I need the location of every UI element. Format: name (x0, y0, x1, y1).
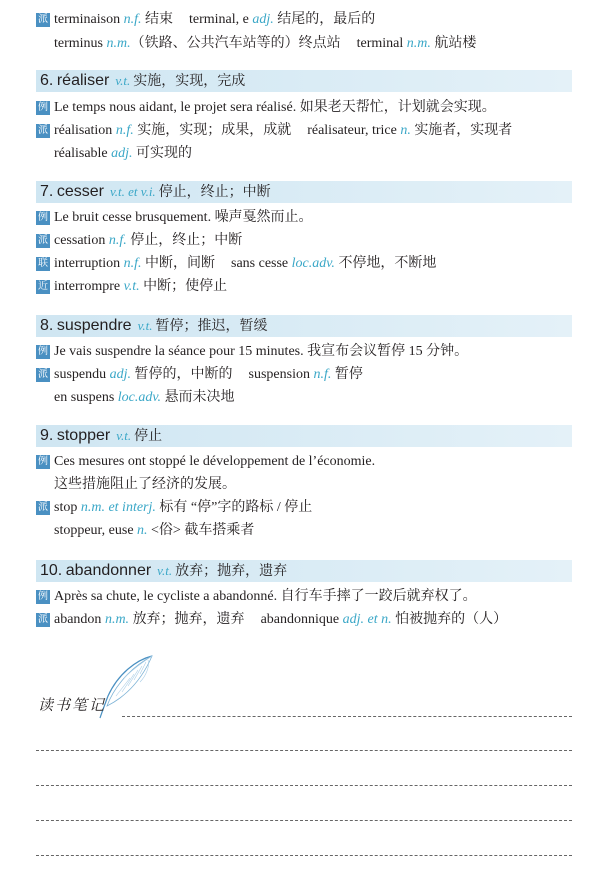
part-of-speech: adj. (109, 367, 132, 382)
definition: 悬而未决地 (164, 390, 235, 405)
derivative-line (54, 144, 192, 164)
definition: 放弃；抛弃，遗弃 (175, 564, 288, 579)
definition: 中断；使停止 (143, 279, 228, 294)
definition: 实施，实现；成果，成就 (137, 123, 292, 138)
entry-number: 6. (40, 72, 54, 89)
entry-number: 10. (40, 562, 63, 579)
reading-notes-title: 读书笔记 (38, 696, 107, 714)
note-line (122, 716, 572, 717)
part-of-speech: n. (400, 123, 411, 138)
definition: 暂停的，中断的 (134, 367, 233, 382)
headword: abandonner (65, 562, 152, 579)
word: sans cesse (231, 256, 289, 271)
example-line (36, 208, 313, 228)
part-of-speech: v.t. (137, 318, 153, 333)
derivative-tag: 派 (38, 14, 48, 25)
derivative-line (36, 498, 312, 518)
related-line (36, 254, 436, 274)
word: en suspens (54, 390, 115, 405)
example-tag: 例 (38, 346, 48, 357)
definition: 可实现的 (136, 146, 193, 161)
example-tag: 例 (38, 212, 48, 223)
word: suspension (248, 367, 310, 382)
entry-number: 8. (40, 317, 54, 334)
headword: suspendre (56, 317, 132, 334)
part-of-speech: loc.adv. (117, 390, 162, 405)
note-line (36, 855, 572, 856)
part-of-speech: v.t. (116, 428, 132, 443)
definition: 实施者，实现者 (414, 123, 513, 138)
example-translation (54, 475, 236, 495)
word: suspendu (54, 367, 107, 382)
definition: 实施，实现，完成 (133, 74, 246, 89)
word: abandon (54, 612, 102, 627)
word: terminal (356, 36, 404, 51)
definition: <俗> 截车搭乘者 (151, 523, 255, 538)
derivative-line (36, 121, 512, 141)
example-tag: 例 (38, 591, 48, 602)
headword: stopper (56, 427, 111, 444)
derivative-tag: 派 (38, 235, 48, 246)
definition: 停止 (134, 429, 163, 444)
part-of-speech: n.f. (123, 256, 142, 271)
definition: 怕被抛弃的（人） (395, 612, 508, 627)
definition: 暂停 (334, 367, 363, 382)
derivative-line (36, 231, 242, 251)
part-of-speech: n.f. (123, 12, 142, 27)
entry-number: 7. (40, 183, 54, 200)
example-text: Le temps nous aidant, le projet sera réalisé. 如果老天帮忙，计划就会实现。 (54, 100, 496, 115)
note-line (36, 750, 572, 751)
word: abandonnique (260, 612, 340, 627)
entry-heading (36, 315, 572, 337)
derivative-line (36, 10, 375, 30)
definition: 航站楼 (434, 36, 477, 51)
example-text: Le bruit cesse brusquement. 噪声戛然而止。 (54, 210, 313, 225)
part-of-speech: n.m. (106, 36, 131, 51)
entry-heading (36, 560, 572, 582)
word: terminus (54, 36, 103, 51)
synonym-tag: 近 (38, 281, 48, 292)
entry-heading (36, 425, 572, 447)
headword: réaliser (56, 72, 110, 89)
derivative-line (54, 34, 476, 54)
part-of-speech: n.m. (406, 36, 431, 51)
part-of-speech: adj. (111, 146, 133, 161)
part-of-speech: adj. et n. (342, 612, 392, 627)
example-line (36, 342, 468, 362)
definition: （铁路、公共汽车站等的）终点站 (130, 36, 341, 51)
part-of-speech: n.f. (108, 233, 127, 248)
word: réalisateur, trice (307, 123, 397, 138)
entry-number: 9. (40, 427, 54, 444)
derivative-tag: 派 (38, 614, 48, 625)
word: terminaison (54, 12, 121, 27)
definition: 不停地，不断地 (338, 256, 437, 271)
definition: 放弃；抛弃，遗弃 (132, 612, 245, 627)
part-of-speech: n.m. (104, 612, 130, 627)
word: réalisable (54, 146, 108, 161)
derivative-tag: 派 (38, 502, 48, 513)
part-of-speech: v.t. (123, 279, 140, 294)
part-of-speech: n.f. (115, 123, 134, 138)
derivative-line (54, 388, 235, 408)
derivative-line (36, 610, 507, 630)
example-line (36, 98, 496, 118)
word: interruption (54, 256, 121, 271)
part-of-speech: n. (137, 523, 148, 538)
example-text: Après sa chute, le cycliste a abandonné. 自行车手摔了一跤后就弃权了。 (54, 589, 477, 604)
derivative-tag: 派 (38, 369, 48, 380)
synonym-line (36, 277, 227, 297)
derivative-tag: 派 (38, 125, 48, 136)
example-line (36, 587, 477, 607)
definition: 停止，终止；中断 (158, 185, 271, 200)
word: stoppeur, euse (54, 523, 134, 538)
definition: 结束 (145, 12, 173, 27)
example-text: Je vais suspendre la séance pour 15 minutes. 我宣布会议暂停 15 分钟。 (54, 344, 469, 359)
word: réalisation (54, 123, 113, 138)
word: interrompre (54, 279, 121, 294)
part-of-speech: v.t. et v.i. (109, 184, 156, 199)
entry-heading (36, 70, 572, 92)
definition: 中断，间断 (145, 256, 215, 271)
note-line (36, 785, 572, 786)
example-text: 这些措施阻止了经济的发展。 (54, 477, 236, 492)
derivative-line (36, 365, 363, 385)
word: cessation (54, 233, 106, 248)
word: terminal, e (189, 12, 249, 27)
entry-heading (36, 181, 572, 203)
part-of-speech: v.t. (115, 73, 131, 88)
example-tag: 例 (38, 456, 48, 467)
part-of-speech: loc.adv. (291, 256, 335, 271)
headword: cesser (56, 183, 104, 200)
part-of-speech: n.f. (313, 367, 332, 382)
definition: 标有 “停”字的路标 / 停止 (159, 500, 313, 515)
word: stop (54, 500, 78, 515)
example-line (36, 452, 375, 472)
example-text: Ces mesures ont stoppé le développement de l’économie. (54, 454, 376, 469)
related-tag: 联 (38, 258, 48, 269)
part-of-speech: v.t. (157, 563, 173, 578)
derivative-line (54, 521, 254, 541)
definition: 停止，终止；中断 (130, 233, 243, 248)
part-of-speech: adj. (252, 12, 274, 27)
note-line (36, 820, 572, 821)
definition: 结尾的，最后的 (277, 12, 376, 27)
example-tag: 例 (38, 102, 48, 113)
definition: 暂停；推迟，暂缓 (155, 319, 268, 334)
part-of-speech: n.m. et interj. (80, 500, 156, 515)
